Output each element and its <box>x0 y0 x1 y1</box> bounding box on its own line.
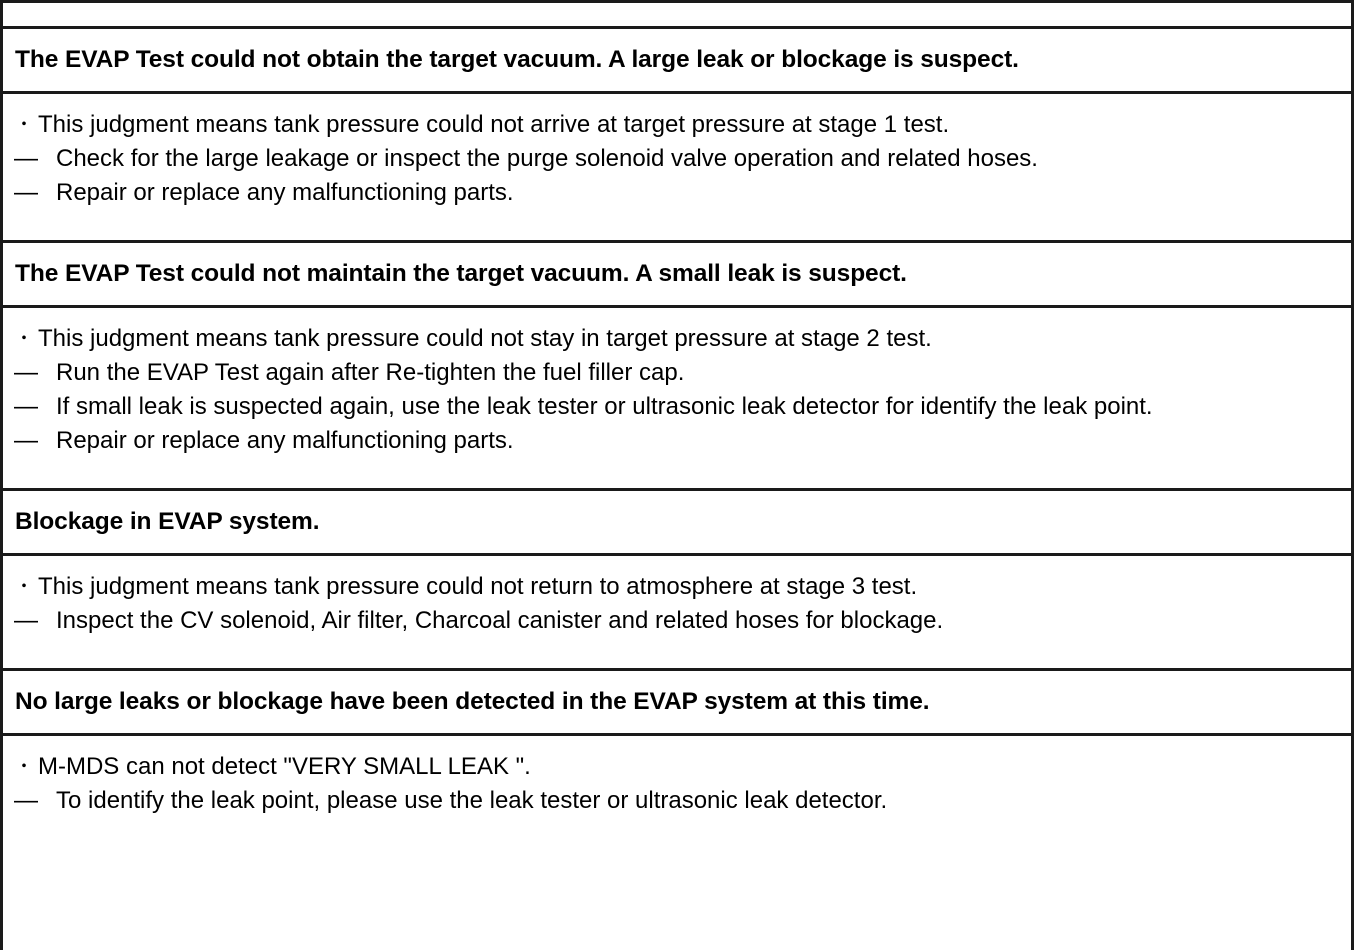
list-item <box>14 570 1354 604</box>
list-item <box>14 750 1354 784</box>
dash-marker-icon: — <box>14 145 38 172</box>
block-header <box>0 240 1354 308</box>
bullet-marker-icon: ・ <box>14 576 34 598</box>
list-item-text: M-MDS can not detect "VERY SMALL LEAK ". <box>38 753 531 780</box>
list-item-text: This judgment means tank pressure could not arrive at target pressure at stage 1 test. <box>38 111 950 138</box>
block-header <box>0 26 1354 94</box>
list-item-text: Inspect the CV solenoid, Air filter, Charcoal canister and related hoses for blockage. <box>56 607 944 634</box>
block-body <box>0 308 1354 458</box>
list-item-text: This judgment means tank pressure could not return to atmosphere at stage 3 test. <box>38 573 918 600</box>
diagnostic-block <box>0 240 1354 458</box>
block-header-text: Blockage in EVAP system. <box>15 508 320 535</box>
list-item-text: To identify the leak point, please use the leak tester or ultrasonic leak detector. <box>56 787 888 814</box>
dash-marker-icon: — <box>14 427 38 454</box>
list-item-text: Run the EVAP Test again after Re-tighten the fuel filler cap. <box>56 359 685 386</box>
block-header-text: No large leaks or blockage have been detected in the EVAP system at this time. <box>15 688 930 715</box>
list-item <box>14 142 1354 176</box>
list-item-text: If small leak is suspected again, use the leak tester or ultrasonic leak detector for identify the leak point. <box>56 393 1153 420</box>
list-item <box>14 176 1354 210</box>
list-item <box>14 604 1354 638</box>
diagnostic-block <box>0 26 1354 210</box>
list-item-text: Repair or replace any malfunctioning parts. <box>56 427 514 454</box>
list-item <box>14 322 1354 356</box>
block-body <box>0 736 1354 818</box>
block-header-text: The EVAP Test could not obtain the target vacuum. A large leak or blockage is suspect. <box>15 46 1019 73</box>
list-item <box>14 424 1354 458</box>
list-item-text: Repair or replace any malfunctioning parts. <box>56 179 514 206</box>
dash-marker-icon: — <box>14 607 38 634</box>
diagnostic-block <box>0 488 1354 638</box>
bullet-marker-icon: ・ <box>14 114 34 136</box>
bullet-marker-icon: ・ <box>14 756 34 778</box>
block-body <box>0 94 1354 210</box>
block-body <box>0 556 1354 638</box>
dash-marker-icon: — <box>14 393 38 420</box>
diagnostic-block <box>0 668 1354 818</box>
list-item <box>14 390 1354 424</box>
block-header-text: The EVAP Test could not maintain the target vacuum. A small leak is suspect. <box>15 260 907 287</box>
block-header <box>0 668 1354 736</box>
list-item <box>14 356 1354 390</box>
list-item <box>14 784 1354 818</box>
list-item-text: Check for the large leakage or inspect the purge solenoid valve operation and related hoses. <box>56 145 1038 172</box>
bullet-marker-icon: ・ <box>14 328 34 350</box>
list-item-text: This judgment means tank pressure could not stay in target pressure at stage 2 test. <box>38 325 932 352</box>
dash-marker-icon: — <box>14 787 38 814</box>
list-item <box>14 108 1354 142</box>
dash-marker-icon: — <box>14 359 38 386</box>
block-header <box>0 488 1354 556</box>
dash-marker-icon: — <box>14 179 38 206</box>
